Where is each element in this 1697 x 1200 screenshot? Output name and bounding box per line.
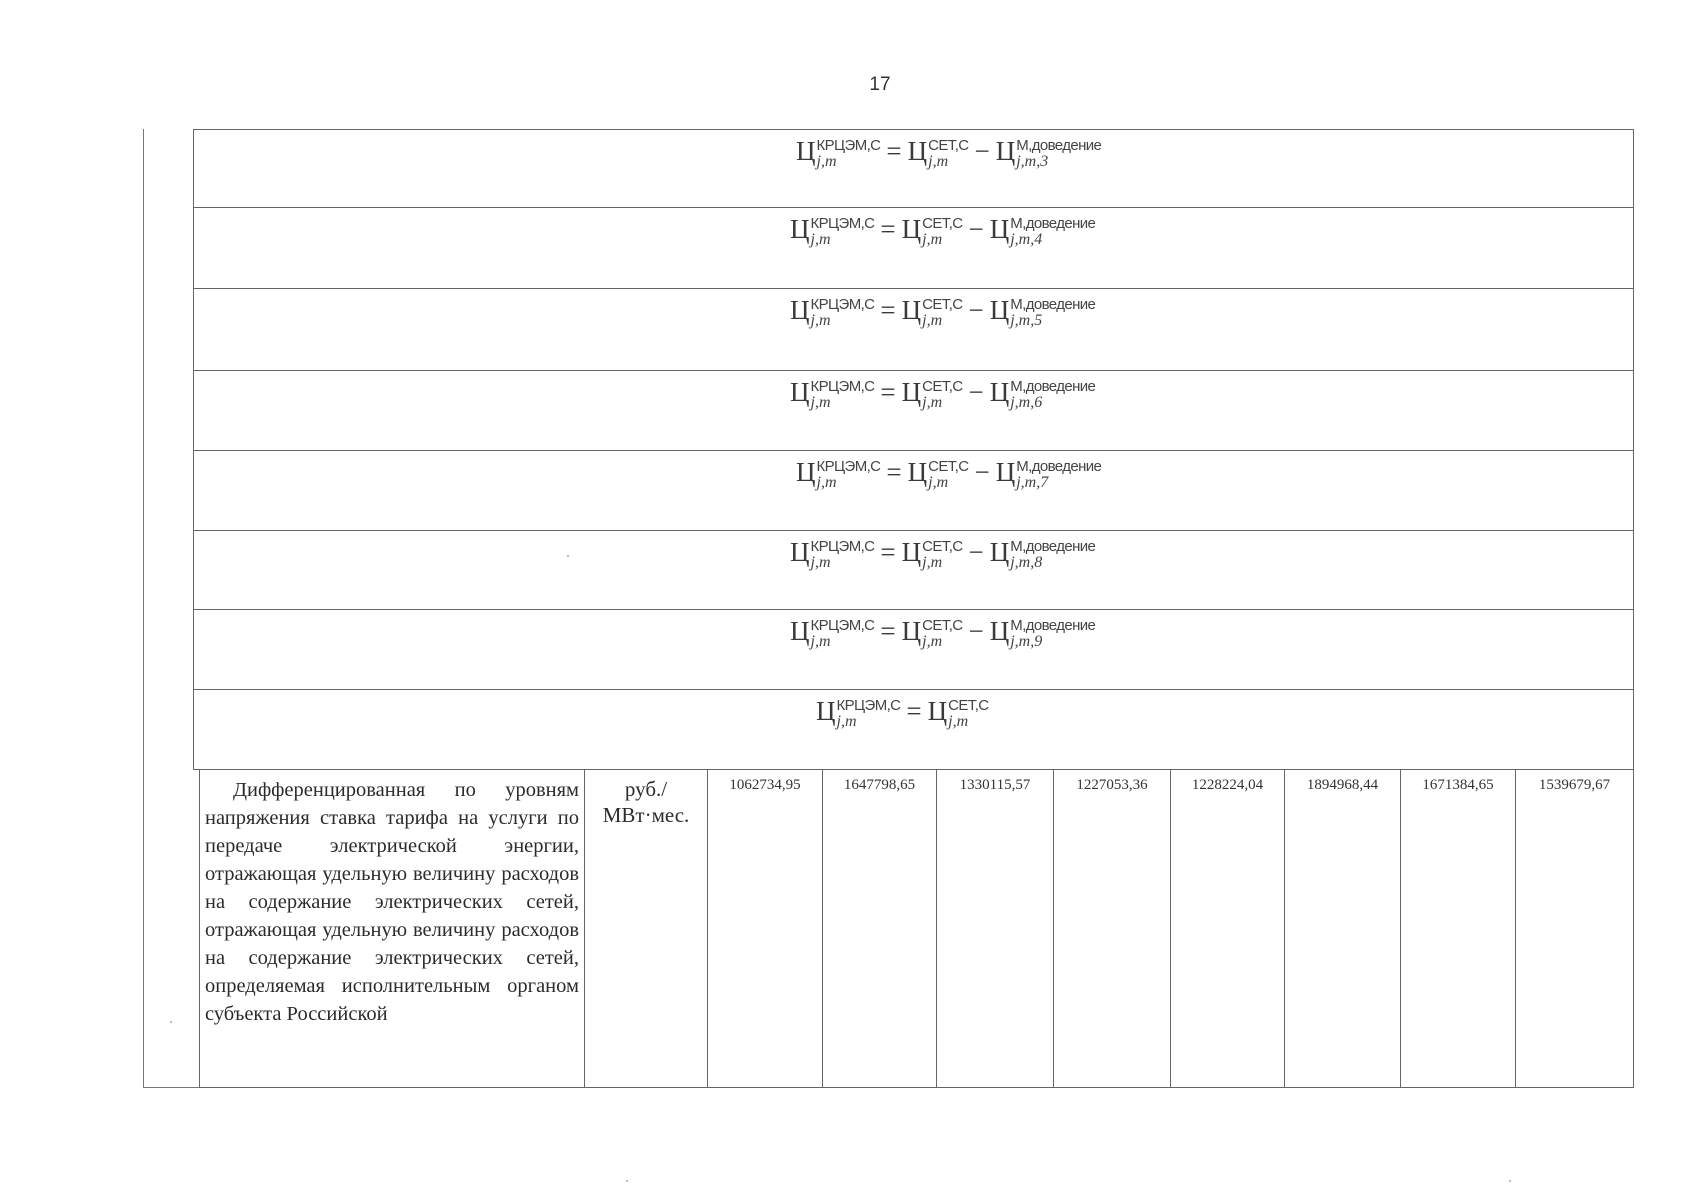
formula-symbol: Ц [901,616,922,646]
formula-superscript: М,доведение [1016,458,1102,475]
formula-superscript: М,доведение [1010,296,1096,313]
equals-sign: = [886,457,902,487]
formula-superscript: М,доведение [1010,617,1096,634]
formula-subscript: j,m [810,633,831,650]
formula-subscript: j,m [928,153,949,170]
formula-subscript: j,m [810,312,831,329]
formula-subscript: j,m,7 [1016,474,1049,491]
unit-line-1: руб./ [624,777,668,801]
formula-symbol: Ц [816,696,836,726]
formula [790,297,1095,330]
formula-superscript: М,доведение [1010,378,1096,395]
formula-symbol: Ц [796,457,816,487]
formula-subscript: j,m [922,394,943,411]
rate-value-cell: 1894968,44 [1285,770,1401,1087]
minus-sign: − [968,616,984,646]
formula-superscript: СЕТ,C [922,215,963,232]
formula-symbol: Ц [989,377,1010,407]
equals-sign: = [880,616,896,646]
formula-superscript: КРЦЭМ,C [810,215,875,232]
formula-symbol: Ц [907,136,928,166]
formula-row [193,288,1634,371]
rate-value-cell: 1228224,04 [1171,770,1285,1087]
formula-symbol: Ц [901,295,922,325]
formula [790,379,1095,412]
formula-superscript: СЕТ,C [922,538,963,555]
minus-sign: − [968,377,984,407]
formula-superscript: СЕТ,C [922,296,963,313]
formula-symbol: Ц [989,214,1010,244]
formula-symbol: Ц [907,457,928,487]
minus-sign: − [974,457,990,487]
equals-sign: = [880,537,896,567]
formula-superscript: СЕТ,C [948,697,989,714]
formula-symbol: Ц [901,214,922,244]
rate-value-cell: 1671384,65 [1401,770,1516,1087]
formula-superscript: СЕТ,C [928,137,969,154]
formula-superscript: СЕТ,C [928,458,969,475]
minus-sign: − [968,214,984,244]
formula [796,459,1101,492]
formula-superscript: СЕТ,C [922,378,963,395]
scan-speck [626,1180,628,1182]
formula-symbol: Ц [927,696,948,726]
formula [790,539,1095,572]
equals-sign: = [880,214,896,244]
formula-symbol: Ц [901,537,922,567]
formula-symbol: Ц [901,377,922,407]
final-formula [816,698,989,731]
minus-sign: − [968,295,984,325]
formula-row [193,370,1634,451]
formula-symbol: Ц [995,457,1016,487]
equals-sign: = [886,136,902,166]
formula-subscript: j,m,8 [1010,554,1043,571]
formula-symbol: Ц [796,136,816,166]
rate-description: Дифференцированная по уровням напряжения ставка тарифа на услуги по передаче электрической энергии, отражающая удельную величину расходов на содержание электрических сетей, отражающая удельную величину расходов на содержание электрических сетей, определяемая исполнительным органом субъекта Российской [200,770,585,1087]
formula-row [193,207,1634,289]
formula-subscript: j,m [816,153,837,170]
rate-value-cell: 1647798,65 [823,770,937,1087]
unit-line-2: МВт·мес. [602,803,690,827]
formula-superscript: КРЦЭМ,C [810,378,875,395]
formula-symbol: Ц [989,295,1010,325]
rate-value-cell: 1330115,57 [937,770,1054,1087]
formula-symbol: Ц [790,295,810,325]
formula-symbol: Ц [790,377,810,407]
formula-superscript: КРЦЭМ,C [816,458,881,475]
formula-symbol: Ц [995,136,1016,166]
formula-subscript: j,m,5 [1010,312,1043,329]
unit-cell [585,770,708,1087]
scan-speck [567,555,569,557]
formula-superscript: М,доведение [1010,538,1096,555]
formula-symbol: Ц [790,616,810,646]
formula-subscript: j,m [922,312,943,329]
minus-sign: − [974,136,990,166]
formula-symbol: Ц [790,214,810,244]
rate-value-cell: 1539679,67 [1538,777,1611,793]
formula-symbol: Ц [989,616,1010,646]
formula-superscript: М,доведение [1010,215,1096,232]
formula [790,618,1095,651]
tariff-table [143,129,1634,1088]
formula-subscript: j,m [810,394,831,411]
formula-superscript: КРЦЭМ,C [810,296,875,313]
equals-sign: = [906,696,922,726]
formula-subscript: j,m [922,231,943,248]
formula-subscript: j,m [922,633,943,650]
minus-sign: − [968,537,984,567]
formula-subscript: j,m [948,713,969,730]
formula-subscript: j,m [816,474,837,491]
formula-subscript: j,m,4 [1010,231,1043,248]
formula-superscript: М,доведение [1016,137,1102,154]
tariff-data-row [199,769,1634,1088]
formula-subscript: j,m,6 [1010,394,1043,411]
equals-sign: = [880,377,896,407]
formula-superscript: КРЦЭМ,C [816,137,881,154]
page-number: 17 [869,74,891,95]
formula-superscript: КРЦЭМ,C [810,538,875,555]
formula-subscript: j,m [810,231,831,248]
scan-speck [170,1021,172,1023]
formula-subscript: j,m,3 [1016,153,1049,170]
formula-subscript: j,m [922,554,943,571]
formula-row [193,530,1634,610]
formula-subscript: j,m,9 [1010,633,1043,650]
equals-sign: = [880,295,896,325]
rate-value-cell: 1062734,95 [708,770,823,1087]
formula [796,138,1101,171]
formula-superscript: КРЦЭМ,C [836,697,901,714]
scan-speck [1509,1180,1511,1182]
formula-subscript: j,m [836,713,857,730]
formula-superscript: СЕТ,C [922,617,963,634]
rate-value-cell: 1227053,36 [1054,770,1171,1087]
formula-symbol: Ц [790,537,810,567]
final-formula-row [193,689,1634,770]
formula-subscript: j,m [810,554,831,571]
formula-row [193,129,1634,208]
formula-superscript: КРЦЭМ,C [810,617,875,634]
formula-symbol: Ц [989,537,1010,567]
formula-subscript: j,m [928,474,949,491]
formula [790,216,1095,249]
formula-row [193,609,1634,690]
formula-row [193,450,1634,531]
